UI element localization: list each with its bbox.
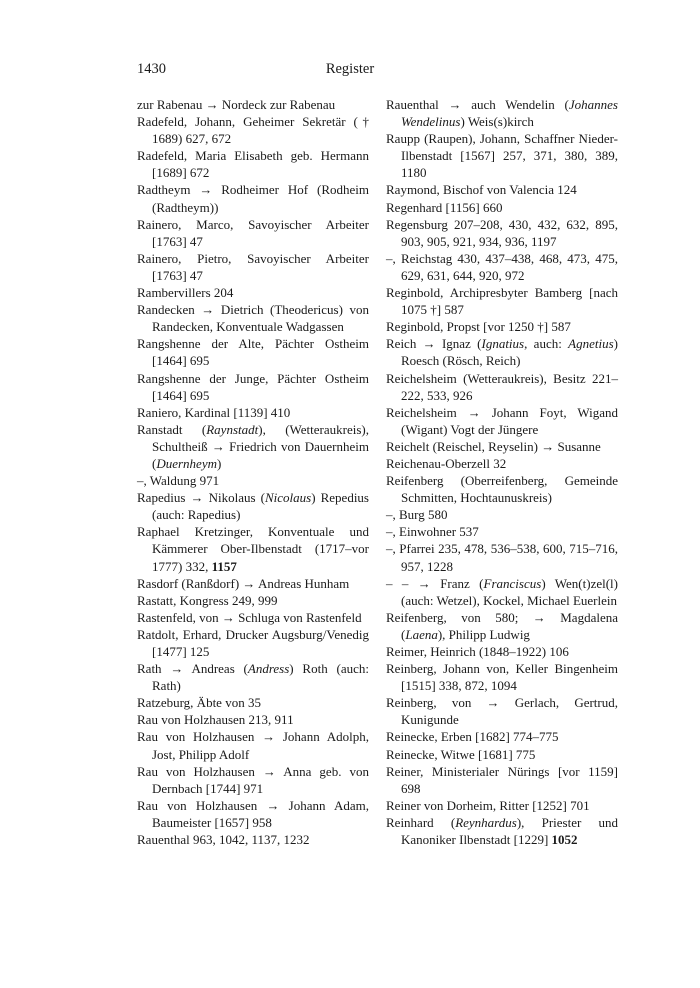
index-entry: Reifenberg, von 580; → Magdalena (Laena), Philipp Ludwig — [386, 609, 618, 642]
index-entry: Radefeld, Johann, Geheimer Sekretär († 1689) 627, 672 — [137, 114, 369, 147]
index-entry: – – → Franz (Franciscus) Wen(t)zel(l) (auch: Wetzel), Kockel, Michael Euerlein — [386, 575, 618, 608]
index-entry: Rangshenne der Alte, Pächter Ostheim [1464] 695 — [137, 336, 369, 369]
index-entry: –, Einwohner 537 — [386, 524, 479, 540]
index-entry: Rau von Holzhausen → Johann Adolph, Jost, Philipp Adolf — [137, 729, 369, 762]
page-number: 1430 — [137, 61, 166, 77]
index-entry: Rapedius → Nikolaus (Nicolaus) Repedius (auch: Rapedius) — [137, 490, 369, 523]
index-entry: –, Reichstag 430, 437–438, 468, 473, 475, 629, 631, 644, 920, 972 — [386, 250, 618, 283]
index-entry: Reichelsheim → Johann Foyt, Wigand (Wigant) Vogt der Jüngere — [386, 404, 618, 437]
index-entry: Rangshenne der Junge, Pächter Ostheim [1464] 695 — [137, 370, 369, 403]
index-entry: Reinberg, Johann von, Keller Bingenheim [1515] 338, 872, 1094 — [386, 661, 618, 694]
index-column-left — [137, 96, 369, 848]
index-entry: Regensburg 207–208, 430, 432, 632, 895, 903, 905, 921, 934, 936, 1197 — [386, 216, 618, 249]
index-entry: Rauenthal → auch Wendelin (Johannes Wendelinus) Weis(s)kirch — [386, 97, 618, 130]
index-entry: Radtheym → Rodheimer Hof (Rodheim (Radtheym)) — [137, 182, 369, 215]
index-entry: Ranstadt (Raynstadt), (Wetteraukreis), Schultheiß → Friedrich von Dauernheim (Duernheym) — [137, 421, 369, 471]
index-entry: Rau von Holzhausen → Johann Adam, Baumeister [1657] 958 — [137, 797, 369, 830]
index-entry: Rastenfeld, von → Schluga von Rastenfeld — [137, 609, 362, 625]
index-entry: Reinecke, Erben [1682] 774–775 — [386, 729, 559, 745]
index-entry: Reinberg, von → Gerlach, Gertrud, Kunigunde — [386, 695, 618, 728]
index-entry: Rau von Holzhausen 213, 911 — [137, 712, 294, 728]
running-head: Register — [325, 61, 375, 77]
index-entry: Rastatt, Kongress 249, 999 — [137, 592, 278, 608]
index-entry: Radefeld, Maria Elisabeth geb. Hermann [1689] 672 — [137, 148, 369, 181]
index-entry: Reichelsheim (Wetteraukreis), Besitz 221–222, 533, 926 — [386, 370, 618, 403]
index-entry: Regenhard [1156] 660 — [386, 199, 503, 215]
index-entry: Reinhard (Reynhardus), Priester und Kanoniker Ilbenstadt [1229] 1052 — [386, 814, 618, 848]
index-entry: Rainero, Pietro, Savoyischer Arbeiter [1763] 47 — [137, 250, 369, 283]
index-entry: Raymond, Bischof von Valencia 124 — [386, 182, 577, 198]
index-entry: Raniero, Kardinal [1139] 410 — [137, 404, 291, 420]
index-entry: Reiner von Dorheim, Ritter [1252] 701 — [386, 797, 590, 813]
index-entry: Reiner, Ministerialer Nürings [vor 1159] 698 — [386, 763, 618, 796]
index-entry: –, Pfarrei 235, 478, 536–538, 600, 715–716, 957, 1228 — [386, 541, 618, 574]
index-entry: Reginbold, Archipresbyter Bamberg [nach 1075 †] 587 — [386, 285, 618, 318]
index-entry: Reimer, Heinrich (1848–1922) 106 — [386, 644, 569, 659]
index-entry: Raphael Kretzinger, Konventuale und Kämmerer Ober-Ilbenstadt (1717–vor 1777) 332, 1157 — [137, 524, 369, 574]
index-entry: Randecken → Dietrich (Theodericus) von Randecken, Konventuale Wadgassen — [137, 302, 369, 335]
index-entry: Rath → Andreas (Andress) Roth (auch: Rath) — [137, 661, 369, 694]
index-entry: zur Rabenau → Nordeck zur Rabenau — [137, 97, 336, 112]
index-entry: Reichenau-Oberzell 32 — [386, 455, 507, 471]
index-entry: –, Burg 580 — [386, 507, 448, 523]
index-entry: Reinecke, Witwe [1681] 775 — [386, 746, 536, 762]
index-entry: Rasdorf (Ranßdorf) → Andreas Hunham — [137, 575, 350, 591]
index-entry: Rambervillers 204 — [137, 285, 234, 301]
index-entry: Reichelt (Reischel, Reyselin) → Susanne — [386, 438, 601, 454]
index-entry: Ratdolt, Erhard, Drucker Augsburg/Venedig [1477] 125 — [137, 626, 369, 659]
page-header — [0, 61, 700, 81]
index-entry: Reifenberg (Oberreifenberg, Gemeinde Schmitten, Hochtaunuskreis) — [386, 473, 618, 506]
index-entry: Rainero, Marco, Savoyischer Arbeiter [1763] 47 — [137, 216, 369, 249]
index-column-right — [386, 96, 618, 848]
index-entry: Ratzeburg, Äbte von 35 — [137, 695, 261, 711]
index-entry: –, Waldung 971 — [137, 473, 220, 489]
index-entry: Rauenthal 963, 1042, 1137, 1232 — [137, 832, 310, 848]
index-entry: Reich → Ignaz (Ignatius, auch: Agnetius) Roesch (Rösch, Reich) — [386, 336, 618, 369]
index-entry: Rau von Holzhausen → Anna geb. von Dernbach [1744] 971 — [137, 763, 369, 796]
index-entry: Raupp (Raupen), Johann, Schaffner Nieder-Ilbenstadt [1567] 257, 371, 380, 389, 1180 — [386, 131, 618, 181]
index-entry: Reginbold, Propst [vor 1250 †] 587 — [386, 319, 571, 335]
